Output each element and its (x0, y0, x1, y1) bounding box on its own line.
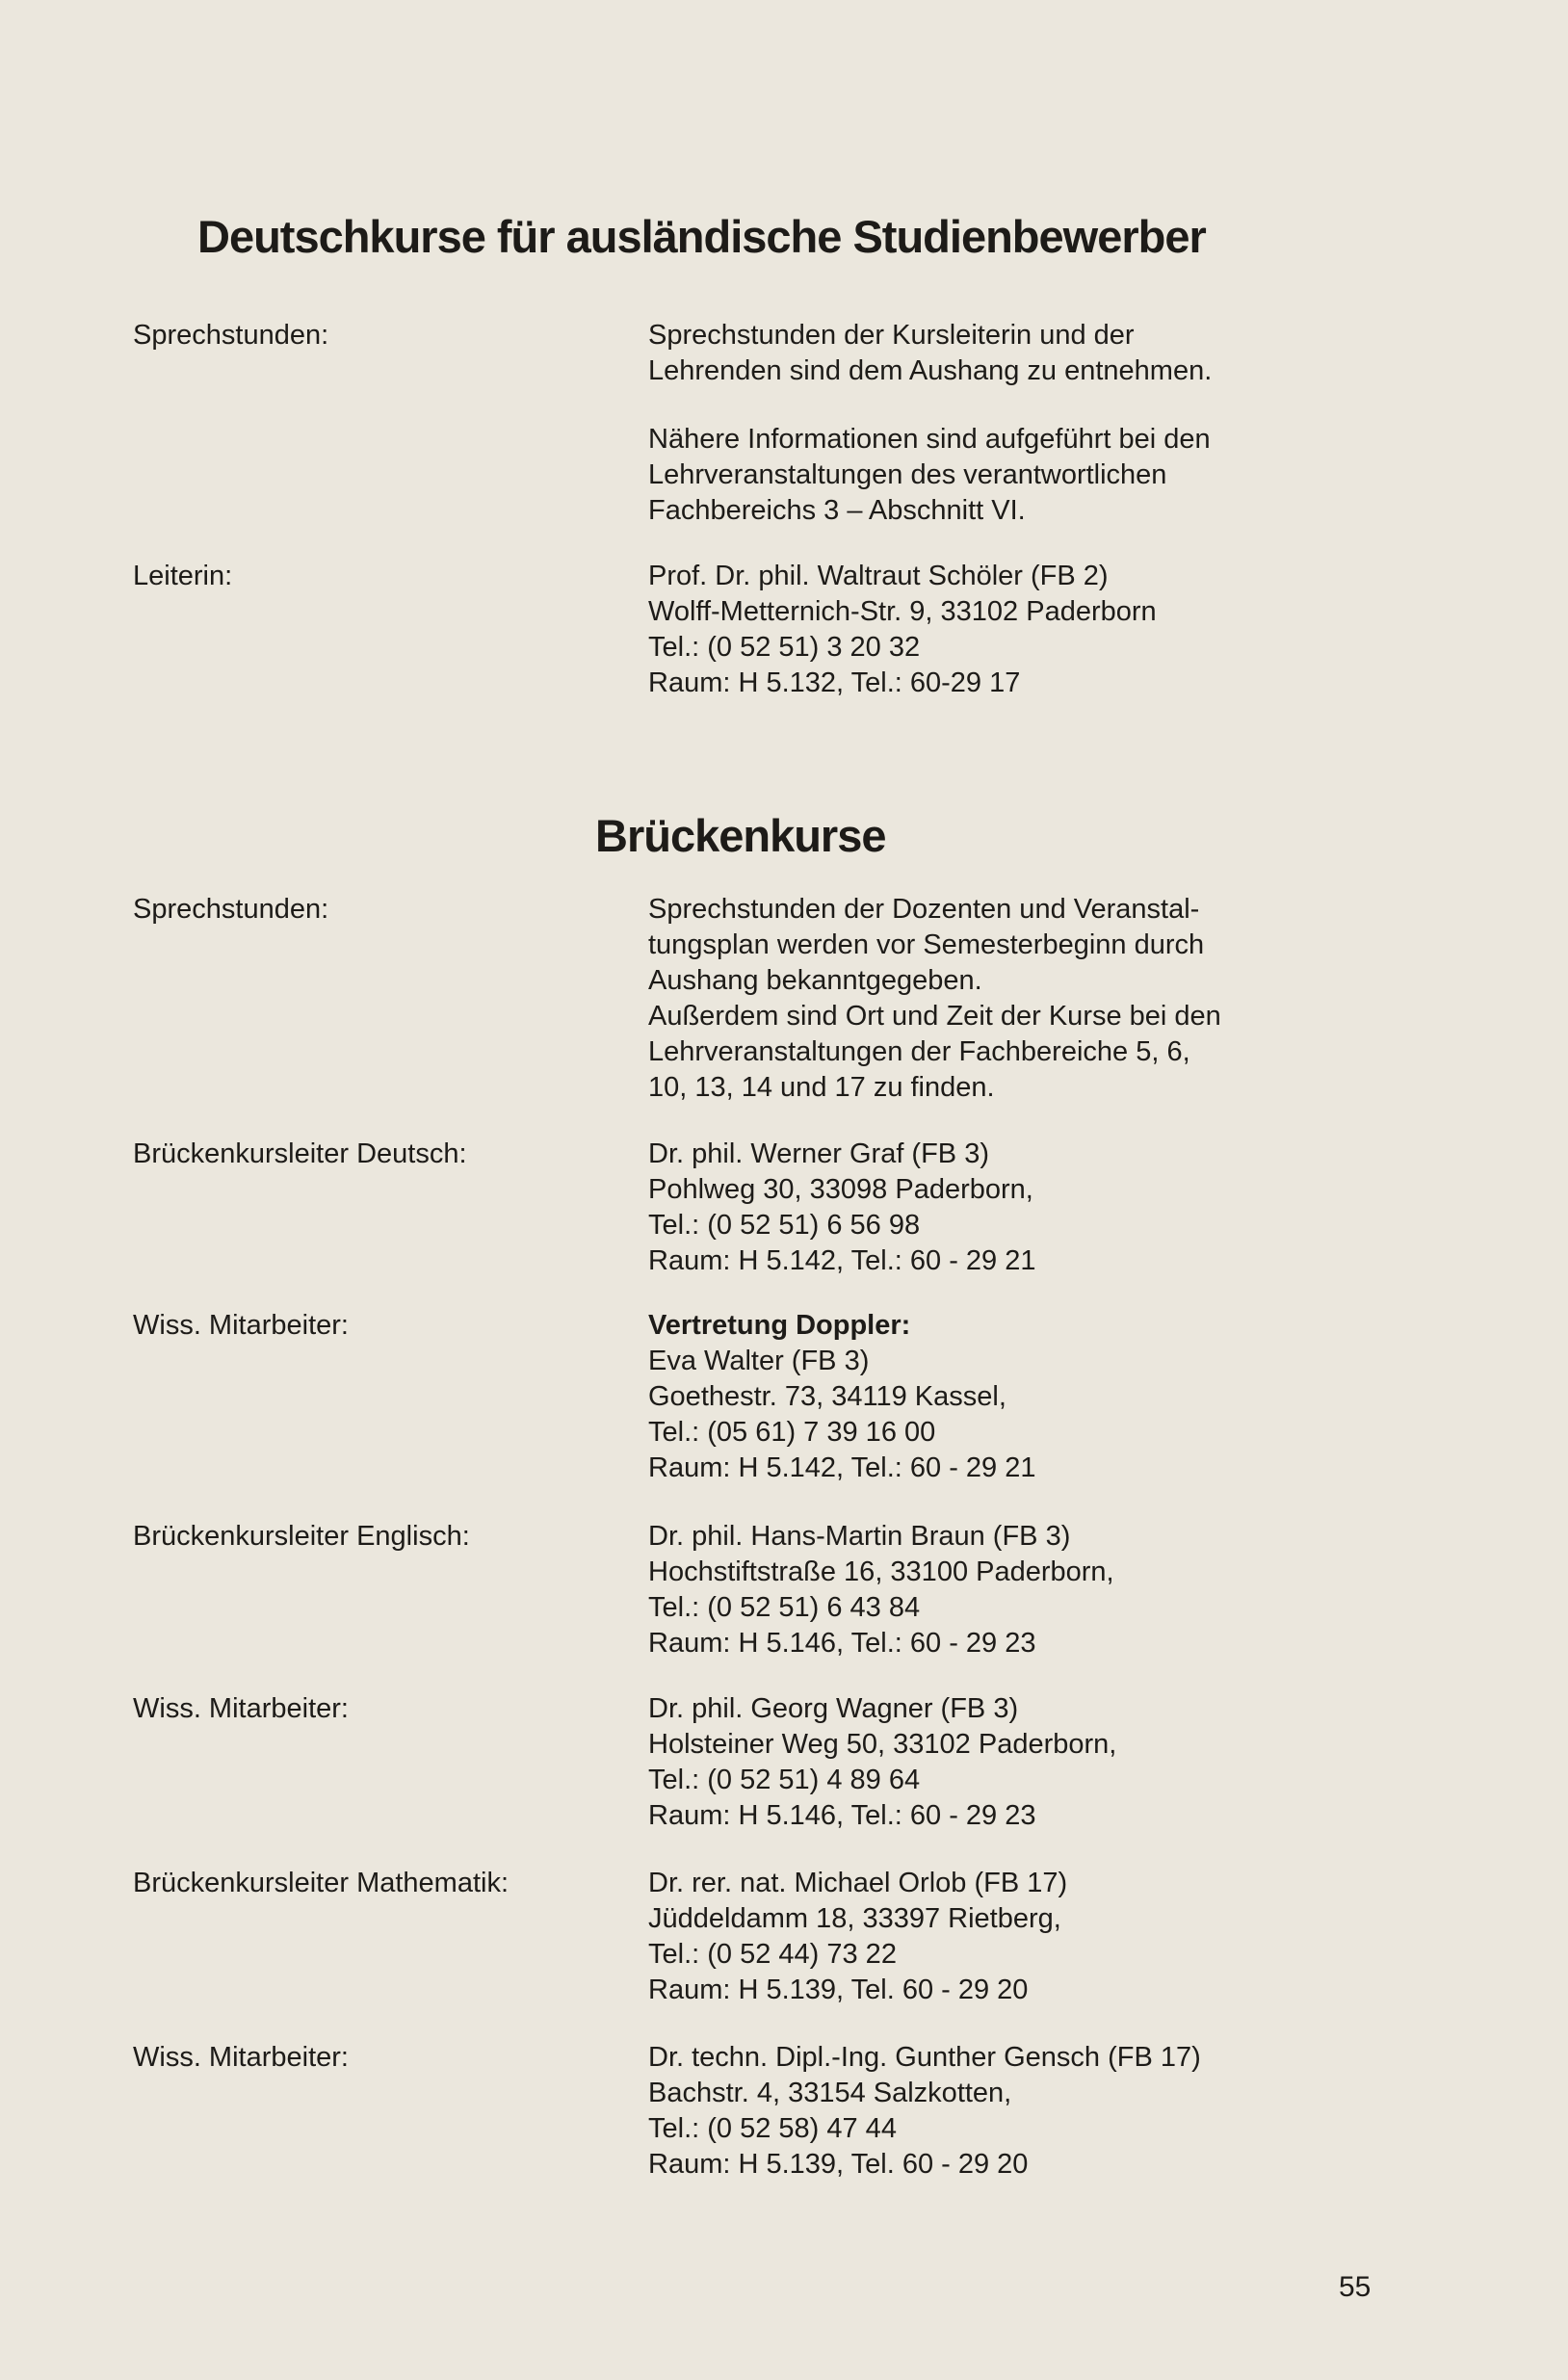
entry-heading: Vertretung Doppler: (648, 1310, 911, 1341)
text-line: Bachstr. 4, 33154 Salzkotten, (648, 2078, 1012, 2108)
text-line: Dr. rer. nat. Michael Orlob (FB 17) (648, 1868, 1068, 1898)
sprechstunden-value (648, 318, 1380, 542)
text-line: Pohlweg 30, 33098 Paderborn, (648, 1174, 1033, 1205)
text-line: Tel.: (0 52 51) 3 20 32 (648, 632, 921, 663)
entry-value (648, 1308, 1380, 1486)
page-number: 55 (1339, 2271, 1372, 2303)
text-line: Tel.: (0 52 44) 73 22 (648, 1939, 897, 1970)
text-line: Aushang bekanntgegeben. (648, 965, 982, 996)
text-line: Sprechstunden der Dozenten und Veranstal- (648, 894, 1200, 925)
text-line: Wolff-Metternich-Str. 9, 33102 Paderborn (648, 596, 1157, 627)
entry-value (648, 2040, 1380, 2183)
text-line: Lehrveranstaltungen der Fachbereiche 5, 6, (648, 1036, 1190, 1067)
text-line: Raum: H 5.139, Tel. 60 - 29 20 (648, 1975, 1029, 2005)
entry-value (648, 1519, 1380, 1661)
entry-label: Brückenkursleiter Deutsch: (133, 1138, 467, 1169)
entry-label: Wiss. Mitarbeiter: (133, 2042, 349, 2073)
section-title-deutschkurse: Deutschkurse für ausländische Studienbewerber (197, 211, 1206, 262)
text-line: Raum: H 5.146, Tel.: 60 - 29 23 (648, 1800, 1036, 1831)
sprechstunden-value (648, 892, 1380, 1106)
entry-label: Wiss. Mitarbeiter: (133, 1693, 349, 1724)
text-line: Dr. techn. Dipl.-Ing. Gunther Gensch (FB 17) (648, 2042, 1201, 2073)
text-line: Tel.: (0 52 51) 6 56 98 (648, 1210, 921, 1241)
text-line: Sprechstunden der Kursleiterin und der (648, 320, 1135, 351)
text-line: Außerdem sind Ort und Zeit der Kurse bei den (648, 1001, 1221, 1032)
text-line: Tel.: (0 52 51) 4 89 64 (648, 1765, 921, 1795)
text-line: Nähere Informationen sind aufgeführt bei den (648, 424, 1211, 455)
section-title-brueckenkurse: Brückenkurse (595, 810, 886, 861)
text-line: Raum: H 5.142, Tel.: 60 - 29 21 (648, 1245, 1036, 1276)
entry-label: Wiss. Mitarbeiter: (133, 1310, 349, 1341)
entry-label: Brückenkursleiter Mathematik: (133, 1868, 510, 1898)
sprechstunden-label: Sprechstunden: (133, 894, 329, 925)
text-line: Dr. phil. Werner Graf (FB 3) (648, 1138, 989, 1169)
leiterin-label: Leiterin: (133, 561, 233, 591)
text-line: Prof. Dr. phil. Waltraut Schöler (FB 2) (648, 561, 1109, 591)
text-line: Raum: H 5.139, Tel. 60 - 29 20 (648, 2149, 1029, 2180)
text-line: 10, 13, 14 und 17 zu finden. (648, 1072, 995, 1103)
sprechstunden-label: Sprechstunden: (133, 320, 329, 351)
entry-label: Brückenkursleiter Englisch: (133, 1521, 470, 1552)
text-line: Tel.: (0 52 51) 6 43 84 (648, 1592, 921, 1623)
text-line: Jüddeldamm 18, 33397 Rietberg, (648, 1903, 1061, 1934)
entry-value (648, 1137, 1380, 1279)
text-line: Raum: H 5.146, Tel.: 60 - 29 23 (648, 1628, 1036, 1659)
text-line: Raum: H 5.132, Tel.: 60-29 17 (648, 667, 1021, 698)
text-line: Goethestr. 73, 34119 Kassel, (648, 1381, 1006, 1412)
text-line: Lehrveranstaltungen des verantwortlichen (648, 459, 1167, 490)
leiterin-value (648, 559, 1380, 701)
text-line: Hochstiftstraße 16, 33100 Paderborn, (648, 1556, 1114, 1587)
text-line: Tel.: (0 52 58) 47 44 (648, 2113, 897, 2144)
text-line: Dr. phil. Georg Wagner (FB 3) (648, 1693, 1019, 1724)
text-line: tungsplan werden vor Semesterbeginn durch (648, 929, 1205, 960)
text-line: Lehrenden sind dem Aushang zu entnehmen. (648, 355, 1213, 386)
text-line: Fachbereichs 3 – Abschnitt VI. (648, 495, 1026, 526)
entry-value (648, 1866, 1380, 2008)
text-line: Tel.: (05 61) 7 39 16 00 (648, 1417, 936, 1448)
text-line: Dr. phil. Hans-Martin Braun (FB 3) (648, 1521, 1071, 1552)
text-line: Eva Walter (FB 3) (648, 1346, 870, 1376)
text-line: Holsteiner Weg 50, 33102 Paderborn, (648, 1729, 1117, 1760)
entry-value (648, 1691, 1380, 1834)
text-line: Raum: H 5.142, Tel.: 60 - 29 21 (648, 1452, 1036, 1483)
